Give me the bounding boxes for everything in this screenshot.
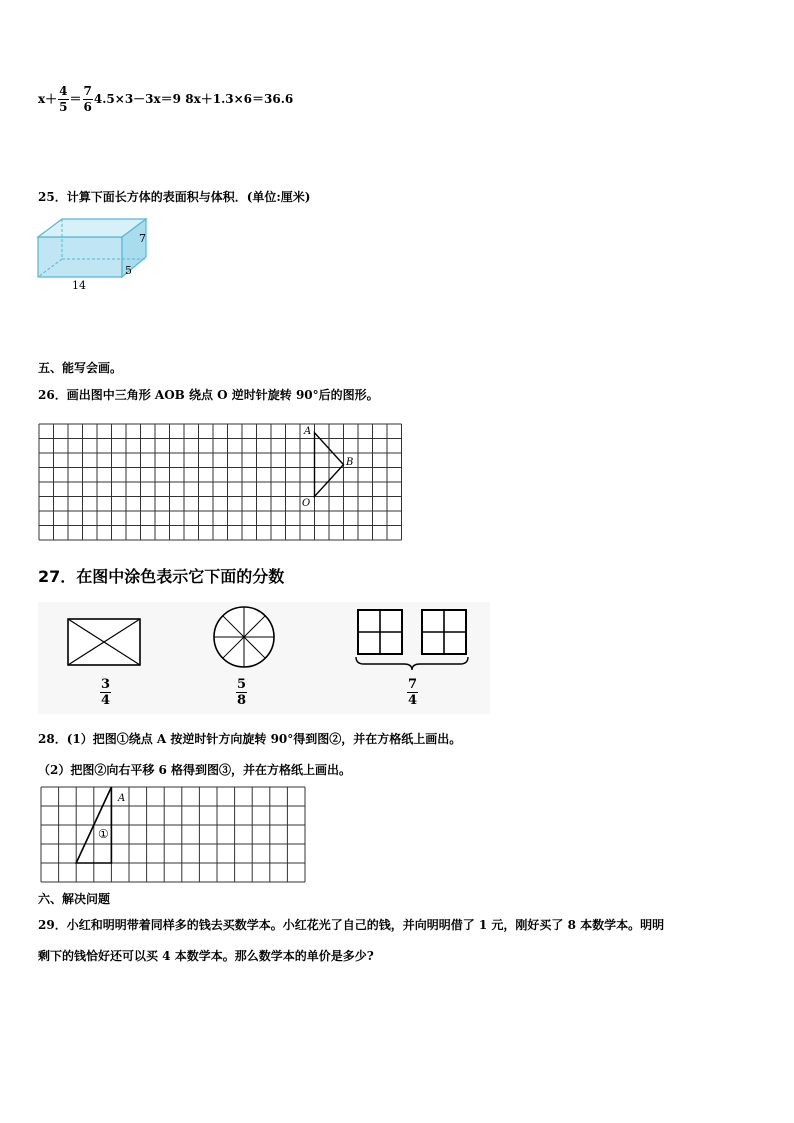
section-6-title: 六、解决问题 (38, 892, 111, 906)
question-27-title: 27．在图中涂色表示它下面的分数 (38, 567, 285, 586)
equation-3: 8x＋1.3×6＝36.6 (185, 92, 294, 106)
fraction-figures-panel (38, 602, 490, 714)
fraction-7-4 (406, 677, 419, 708)
question-29-line-1: 29．小红和明明带着同样多的钱去买数学本。小红花光了自己的钱，并向明明借了 1 元，刚好买了 8 本数学本。明明 (38, 918, 665, 932)
question-28-part-1: 28．(1）把图①绕点 A 按逆时针方向旋转 90°得到图②，并在方格纸上画出。 (38, 732, 462, 746)
point-b-label: B (346, 457, 354, 468)
fraction-numerator: 3 (101, 677, 111, 692)
question-25-text: 25．计算下面长方体的表面积与体积．(单位:厘米) (38, 190, 311, 204)
fraction-numerator: 7 (83, 84, 92, 98)
translation-grid (40, 786, 308, 886)
equation-2: 4.5×3－3x＝9 (93, 92, 182, 106)
equation-line (38, 84, 293, 115)
equation-1-rhs-fraction (83, 84, 93, 115)
cuboid-height-label: 7 (139, 232, 146, 245)
rotation-grid (38, 423, 404, 541)
figure-1-label: ① (98, 827, 109, 841)
point-a-label: A (304, 426, 312, 437)
point-a-label: A (118, 793, 126, 804)
section-5-title: 五、能写会画。 (38, 361, 123, 375)
fraction-denominator: 8 (237, 693, 247, 708)
fraction-denominator: 4 (101, 693, 111, 708)
equation-1-fraction (58, 84, 68, 115)
fraction-5-8 (235, 677, 248, 708)
question-29-line-2: 剩下的钱恰好还可以买 4 本数学本。那么数学本的单价是多少? (38, 949, 374, 963)
equation-1-prefix: x＋ (38, 92, 58, 106)
question-26-text: 26．画出图中三角形 AOB 绕点 O 逆时针旋转 90°后的图形。 (38, 388, 379, 402)
cuboid-depth-label: 5 (125, 264, 132, 277)
fraction-3-4 (99, 677, 112, 708)
fraction-denominator: 4 (408, 693, 418, 708)
point-o-label: O (302, 498, 311, 509)
fraction-numerator: 4 (59, 84, 68, 98)
fraction-numerator: 5 (237, 677, 247, 692)
cuboid-figure (30, 215, 150, 295)
question-28-part-2: （2）把图②向右平移 6 格得到图③，并在方格纸上画出。 (38, 763, 352, 777)
fraction-denominator: 5 (59, 100, 68, 114)
fraction-denominator: 6 (83, 100, 92, 114)
cuboid-length-label: 14 (72, 279, 86, 292)
fraction-numerator: 7 (408, 677, 418, 692)
equation-1-equals: ＝ (69, 92, 82, 106)
